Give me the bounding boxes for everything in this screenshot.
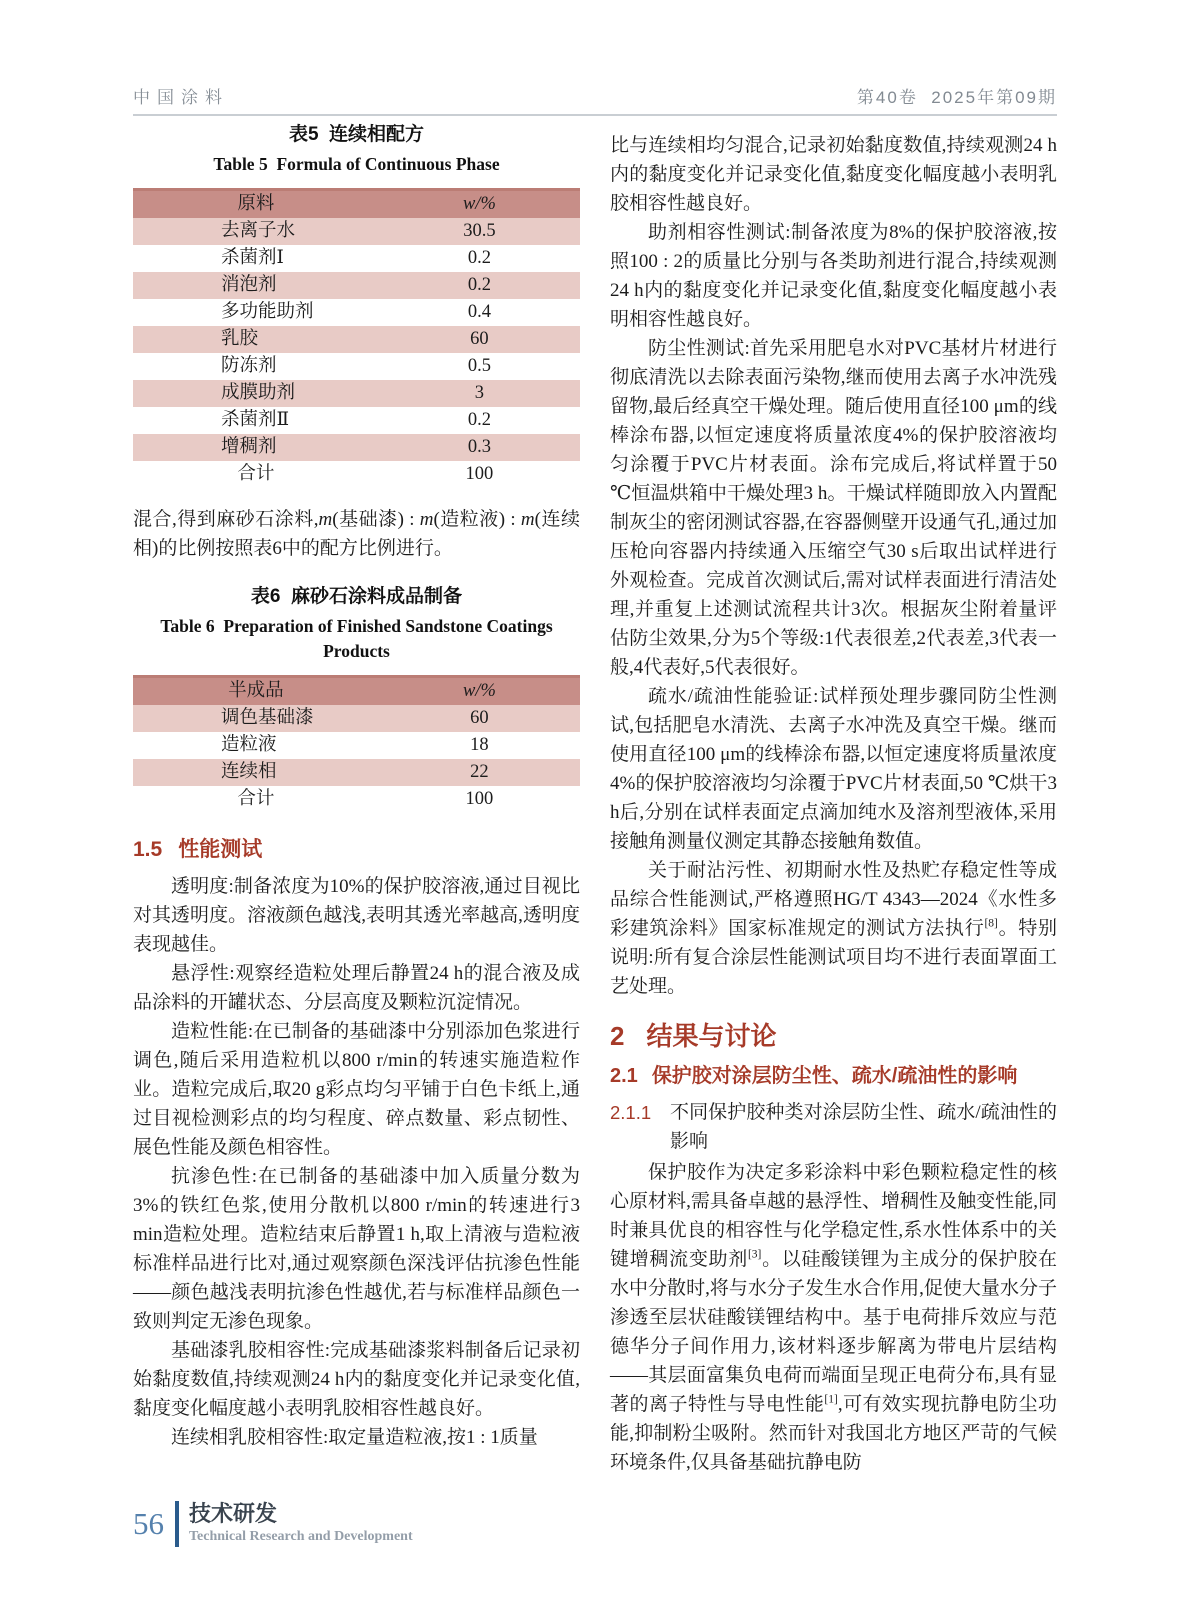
text-segment: 。特别说明:所有复合涂层性能测试项目均不进行表面罩面工艺处理。 xyxy=(610,918,1057,997)
section-number: 2.1.1 xyxy=(610,1102,652,1123)
table-row xyxy=(133,407,580,434)
text-segment: (连续相)的比例按照表6中的配方比例进行。 xyxy=(133,509,580,559)
text-segment: 混合,得到麻砂石涂料, xyxy=(133,509,319,530)
paragraph-granulation: 造粒性能:在已制备的基础漆中分别添加色浆进行调色,随后采用造粒机以800 r/min的转速实施造粒作业。造粒完成后,取20 g彩点均匀平铺于白色卡纸上,通过目视检测彩点的均匀程度、碎点数量、彩点韧性、展色性能及颜色相容性。 xyxy=(133,1021,580,1158)
left-column xyxy=(133,122,580,1452)
paragraph-transparency: 透明度:制备浓度为10%的保护胶溶液,通过目视比对其透明度。溶液颜色越浅,表明其透光率越高,透明度表现越佳。 xyxy=(133,876,580,955)
table6-block xyxy=(133,584,580,813)
total-value: 100 xyxy=(465,464,494,484)
footer-section-en: Technical Research and Development xyxy=(189,1529,413,1544)
table-row xyxy=(133,326,580,353)
cell-value: 60 xyxy=(470,329,489,349)
paragraph-protective-colloid xyxy=(610,1158,1057,1477)
table-row xyxy=(133,380,580,407)
table5-caption-en: Table 5 Formula of Continuous Phase xyxy=(213,154,500,174)
footer-section-cn: 技术研发 xyxy=(189,1501,278,1526)
paragraph-basecoat-latex-compatibility: 基础漆乳胶相容性:完成基础漆浆料制备后记录初始黏度数值,持续观测24 h内的黏度变化并记录变化值,黏度变化幅度越小表明乳胶相容性越良好。 xyxy=(133,1340,580,1419)
paragraph-suspension: 悬浮性:观察经造粒处理后静置24 h的混合液及成品涂料的开罐状态、分层高度及颗粒沉淀情况。 xyxy=(133,963,580,1013)
cell-value: 0.2 xyxy=(467,248,491,268)
table-row xyxy=(133,218,580,245)
section-heading-2-1 xyxy=(610,1062,1057,1091)
section-title: 不同保护胶种类对涂层防尘性、疏水/疏油性的影响 xyxy=(670,1102,1057,1152)
footer-section-block xyxy=(189,1501,413,1547)
table6-col2-header: w/% xyxy=(462,681,496,701)
cell-value: 30.5 xyxy=(463,221,496,241)
text-segment: 保护胶作为决定多彩涂料中彩色颗粒稳定性的核心原材料,需具备卓越的悬浮性、增稠性及触变性能,同时兼具优良的相容性与化学稳定性,系水性体系中的关键增稠流变助剂 xyxy=(610,1162,1057,1270)
footer-divider-bar xyxy=(175,1501,179,1547)
text-segment: (造粒液) : xyxy=(433,509,521,530)
paragraph-dust-resistance-test: 防尘性测试:首先采用肥皂水对PVC基材片材进行彻底清洗以去除表面污染物,继而使用去离子水冲洗残留物,最后经真空干燥处理。随后使用直径100 μm的线棒涂布器,以恒定速度将质量浓度4%的保护胶溶液均匀涂覆于PVC片材表面。涂布完成后,将试样置于50 ℃恒温烘箱中干燥处理3 h。干燥试样随即放入内置配制灰尘的密闭测试容器,在容器侧壁开设通气孔,通过加压枪向容器内持续通入压缩空气30 s后取出试样进行外观检查。完成首次测试后,需对试样表面进行清洁处理,并重复上述测试流程共计3次。根据灰尘附着量评估防尘效果,分为5个等级:1代表很差,2代表差,3代表一般,4代表好,5代表很好。 xyxy=(610,338,1057,678)
section-title: 性能测试 xyxy=(178,838,263,861)
section-number: 1.5 xyxy=(133,838,163,861)
paragraph-hydrophobic-oleophobic-test: 疏水/疏油性能验证:试样预处理步骤同防尘性测试,包括肥皂水清洗、去离子水冲洗及真空干燥。继而使用直径100 μm的线棒涂布器,以恒定速度将质量浓度4%的保护胶溶液均匀涂覆于PVC片材表面,50 ℃烘干3 h后,分别在试样表面定点滴加纯水及溶剂型液体,采用接触角测量仪测定其静态接触角数值。 xyxy=(610,686,1057,852)
paragraph-additive-compatibility: 助剂相容性测试:制备浓度为8%的保护胶溶液,按照100 : 2的质量比分别与各类助剂进行混合,持续观测24 h内的黏度变化并记录变化值,黏度变化幅度越小表明相容性越良好。 xyxy=(610,222,1057,330)
table6-header-row xyxy=(133,677,580,706)
cell-material: 消泡剂 xyxy=(221,275,277,295)
table5-col2-header: w/% xyxy=(462,194,496,214)
table5-caption-cn: 表5 连续相配方 xyxy=(288,124,425,145)
cell-value: 60 xyxy=(470,708,489,728)
cell-value: 0.4 xyxy=(467,302,491,322)
cell-material: 防冻剂 xyxy=(221,356,277,376)
reference-superscript: [3] xyxy=(747,1248,762,1261)
table-row xyxy=(133,759,580,786)
section-title: 保护胶对涂层防尘性、疏水/疏油性的影响 xyxy=(651,1065,1018,1087)
table5-header-row xyxy=(133,190,580,219)
paragraph-standard-test-methods xyxy=(610,856,1057,1001)
cell-value: 3 xyxy=(474,383,485,403)
paragraph-continuation: 比与连续相均匀混合,记录初始黏度数值,持续观测24 h内的黏度变化并记录变化值,黏度变化幅度越小表明乳胶相容性越良好。 xyxy=(610,135,1057,214)
cell-material: 乳胶 xyxy=(221,329,259,349)
cell-material: 增稠剂 xyxy=(221,437,277,457)
variable-m: m xyxy=(318,509,333,530)
table5-col1-header: 原料 xyxy=(237,194,275,214)
cell-value: 0.2 xyxy=(467,410,491,430)
paragraph-bleed-resistance: 抗渗色性:在已制备的基础漆中加入质量分数为3%的铁红色浆,使用分散机以800 r/min的转速进行3 min造粒处理。造粒结束后静置1 h,取上清液与造粒液标准样品进行比对,通过观察颜色深浅评估抗渗色性能——颜色越浅表明抗渗色性越优,若与标准样品颜色一致则判定无渗色现象。 xyxy=(133,1166,580,1332)
table6-finished-product-preparation xyxy=(133,675,580,813)
text-segment: (基础漆) : xyxy=(332,509,420,530)
table-row xyxy=(133,245,580,272)
text-segment: ,可有效实现抗静电防尘功能,抑制粉尘吸附。然而针对我国北方地区严苛的气候环境条件,仅具备基础抗静电防 xyxy=(610,1394,1057,1473)
page-number: 56 xyxy=(133,1506,164,1541)
table-row xyxy=(133,705,580,732)
cell-value: 0.2 xyxy=(467,275,491,295)
table-row xyxy=(133,434,580,461)
text-segment: 关于耐沾污性、初期耐水性及热贮存稳定性等成品综合性能测试,严格遵照HG/T 4343—2024《水性多彩建筑涂料》国家标准规定的测试方法执行 xyxy=(610,860,1057,939)
cell-material: 调色基础漆 xyxy=(221,708,314,728)
journal-name: 中国涂料 xyxy=(133,88,229,107)
cell-material: 杀菌剂Ⅰ xyxy=(221,248,284,268)
table-row xyxy=(133,353,580,380)
table5-total-row xyxy=(133,461,580,488)
section-title: 结果与讨论 xyxy=(646,1021,777,1051)
cell-material: 成膜助剂 xyxy=(221,383,296,403)
table-row xyxy=(133,272,580,299)
reference-superscript: [8] xyxy=(984,917,998,930)
cell-material: 连续相 xyxy=(221,762,277,782)
cell-material: 去离子水 xyxy=(221,221,296,241)
right-column xyxy=(610,131,1057,1477)
cell-material: 杀菌剂Ⅱ xyxy=(221,410,290,430)
table6-total-row xyxy=(133,786,580,813)
text-segment: 。以硅酸镁锂为主成分的保护胶在水中分散时,将与水分子发生水合作用,促使大量水分子渗透至层状硅酸镁锂结构中。基于电荷排斥效应与范德华分子间作用力,该材料逐步解离为带电片层结构——其层面富集负电荷而端面呈现正电荷分布,具有显著的离子特性与导电性能 xyxy=(610,1249,1057,1415)
total-label: 合计 xyxy=(237,464,275,484)
table-row xyxy=(133,732,580,759)
variable-m: m xyxy=(520,509,535,530)
section-heading-2-1-1 xyxy=(610,1098,1057,1156)
page-footer xyxy=(133,1498,413,1550)
cell-value: 0.5 xyxy=(467,356,491,376)
paragraph-continuous-phase-compatibility: 连续相乳胶相容性:取定量造粒液,按1 : 1质量 xyxy=(171,1427,538,1448)
table-row xyxy=(133,299,580,326)
table5-continuous-phase-formula xyxy=(133,188,580,488)
mixing-ratio-paragraph xyxy=(133,505,580,563)
cell-value: 22 xyxy=(470,762,489,782)
table6-caption-en: Table 6 Preparation of Finished Sandstone Coatings Products xyxy=(160,616,553,661)
section-number: 2 xyxy=(610,1021,625,1051)
issue-info: 第40卷 2025年第09期 xyxy=(856,88,1057,107)
table6-caption-cn: 表6 麻砂石涂料成品制备 xyxy=(250,586,463,607)
total-value: 100 xyxy=(465,789,494,809)
variable-m: m xyxy=(419,509,434,530)
table6-col1-header: 半成品 xyxy=(228,681,284,701)
total-label: 合计 xyxy=(237,789,275,809)
cell-material: 多功能助剂 xyxy=(221,302,314,322)
cell-value: 0.3 xyxy=(467,437,491,457)
section-heading-2 xyxy=(610,1019,1057,1053)
running-head xyxy=(133,78,1057,116)
section-heading-1-5 xyxy=(133,835,580,865)
reference-superscript: [1] xyxy=(824,1393,838,1406)
section-number: 2.1 xyxy=(610,1065,638,1087)
cell-material: 造粒液 xyxy=(221,735,277,755)
cell-value: 18 xyxy=(470,735,489,755)
